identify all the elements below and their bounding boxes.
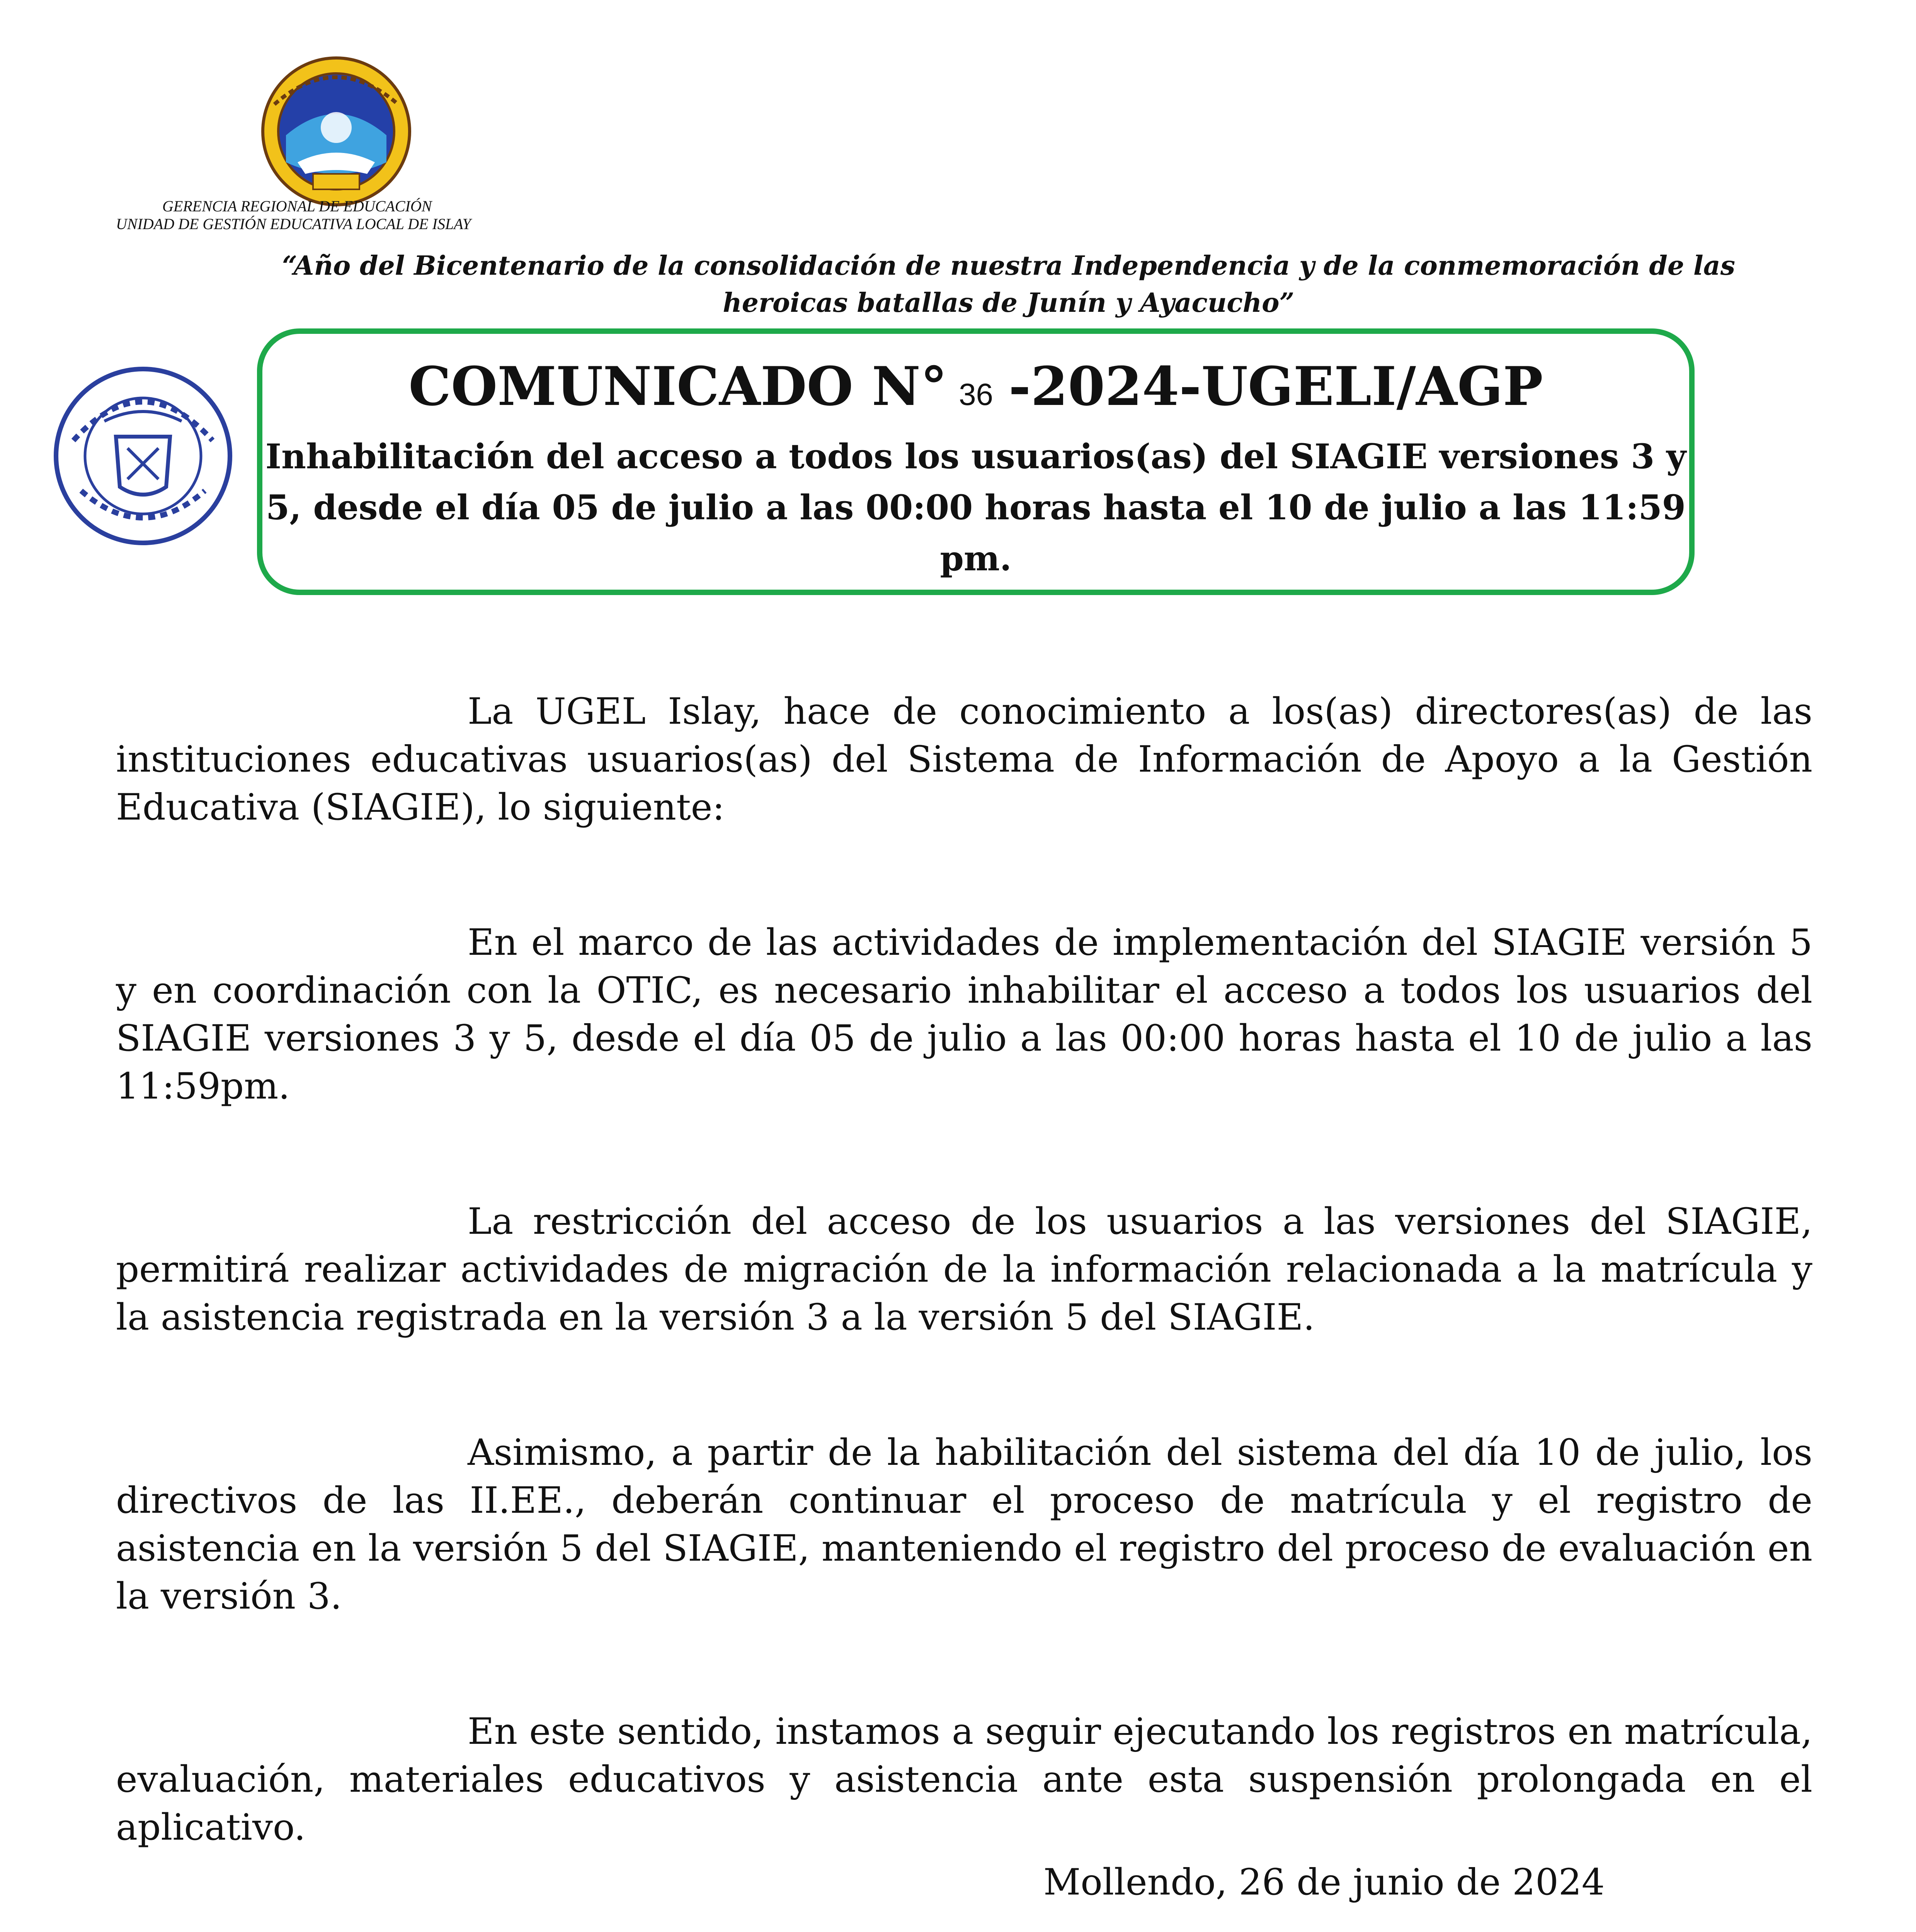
year-motto: “Año del Bicentenario de la consolidación de nuestra Independencia y de la conmemoración de las heroicas batallas de Junín y Ayacucho” [282, 250, 1736, 318]
agp-seal-left [50, 363, 236, 549]
title-suffix: -2024-UGELI/AGP [1009, 355, 1543, 418]
paragraph: La restricción del acceso de los usuarios a las versiones del SIAGIE, permitirá realizar actividades de migración de la información relacionada a la matrícula y la asistencia registrada en la versión 3 a la versión 5 del SIAGIE. [116, 1201, 1812, 1338]
ugel-islay-logo [251, 46, 421, 209]
communique-subtitle: Inhabilitación del acceso a todos los usuarios(as) del SIAGIE versiones 3 y 5, desde el día 05 de julio a las 00:00 horas hasta el 10 de julio a las 11:59 pm. [265, 436, 1686, 578]
paragraph: La UGEL Islay, hace de conocimiento a los(as) directores(as) de las instituciones educativas usuarios(as) del Sistema de Información de Apoyo a la Gestión Educativa (SIAGIE), lo siguiente: [116, 690, 1812, 828]
paragraph: Asimismo, a partir de la habilitación del sistema del día 10 de julio, los directivos de las II.EE., deberán continuar el proceso de matrícula y el registro de asistencia en la versión 5 del SIAGIE, manteniendo el registro del proceso de evaluación en la versión 3. [116, 1432, 1812, 1617]
paragraph: En este sentido, instamos a seguir ejecutando los registros en matrícula, evaluación, materiales educativos y asistencia ante esta suspensión prolongada en el aplicativo. [116, 1711, 1812, 1849]
title-number: 36 [959, 377, 994, 412]
date-line: Mollendo, 26 de junio de 2024 [1043, 1861, 1605, 1903]
title-prefix: COMUNICADO N° [408, 355, 948, 418]
body-text [116, 688, 1812, 1932]
org-line-2: UNIDAD DE GESTIÓN EDUCATIVA LOCAL DE ISLAY [116, 215, 471, 233]
org-line-1: GERENCIA REGIONAL DE EDUCACIÓN [162, 197, 432, 215]
communique-title [257, 355, 1695, 425]
paragraph: En el marco de las actividades de implementación del SIAGIE versión 5 y en coordinación con la OTIC, es necesario inhabilitar el acceso a todos los usuarios del SIAGIE versiones 3 y 5, desde el día 05 de julio a las 00:00 horas hasta el 10 de julio a las 11:59pm. [116, 922, 1812, 1107]
